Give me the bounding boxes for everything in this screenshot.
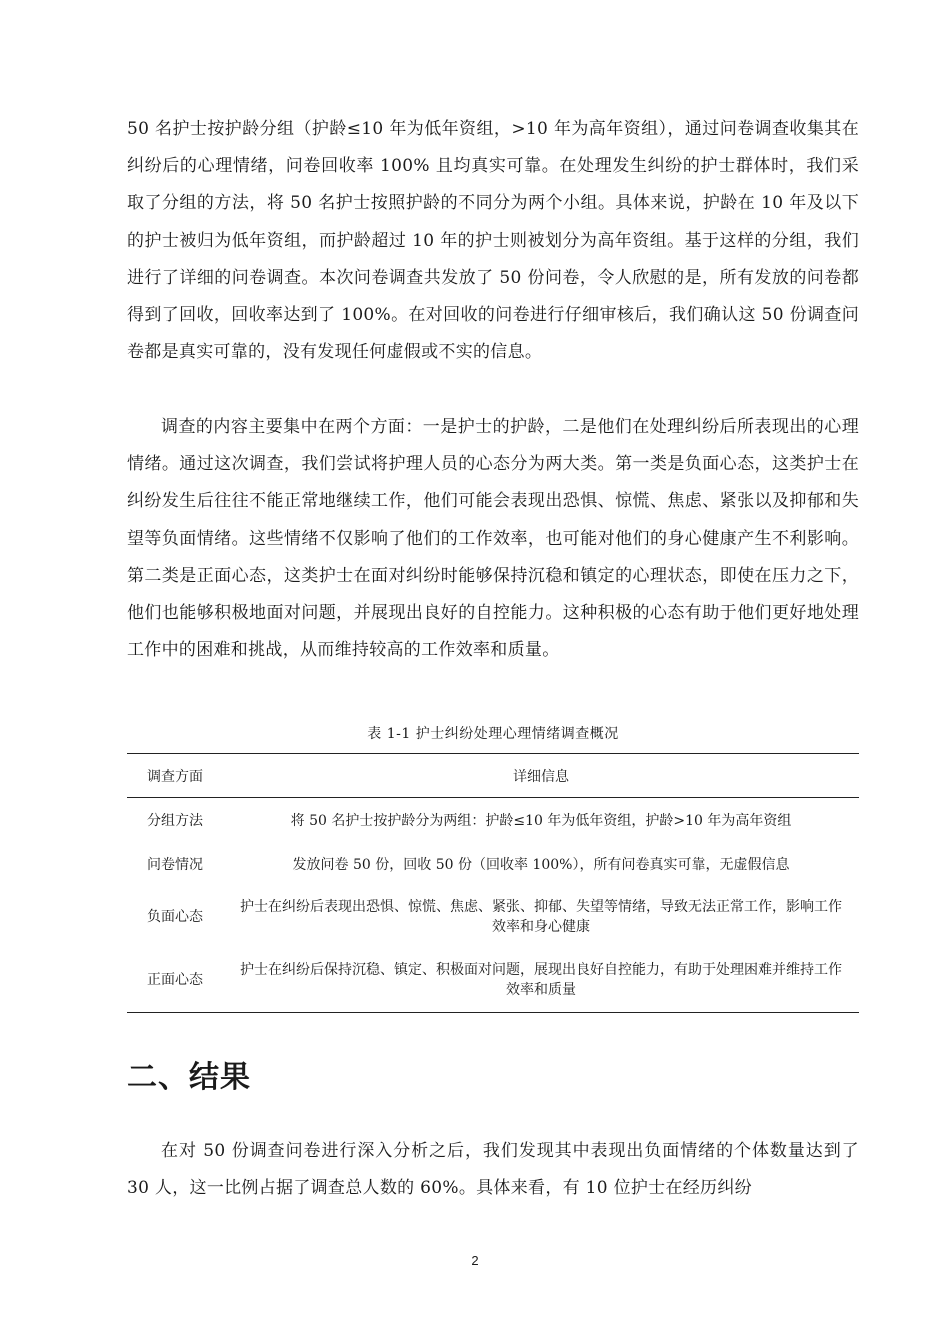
table-cell-detail: 将 50 名护士按护龄分为两组：护龄≤10 年为低年资组，护龄>10 年为高年资组 [290, 813, 792, 829]
table-row [127, 948, 859, 1013]
table-header-detail: 详细信息 [513, 768, 569, 785]
survey-summary-table [127, 753, 859, 1013]
table-cell-detail: 护士在纠纷后表现出恐惧、惊慌、焦虑、紧张、抑郁、失望等情绪，导致无法正常工作，影响工作效率和身心健康 [240, 898, 842, 935]
table-cell-aspect: 正面心态 [147, 972, 203, 988]
paragraph-grouping-method: 50 名护士按护龄分组（护龄≤10 年为低年资组，>10 年为高年资组），通过问卷调查收集其在纠纷后的心理情绪，问卷回收率 100% 且均真实可靠。在处理发生纠纷的护士群体时，我们采取了分组的方法，将 50 名护士按照护龄的不同分为两个小组。具体来说，护龄在 10 年及以下的护士被归为低年资组，而护龄超过 10 年的护士则被划分为高年资组。基于这样的分组，我们进行了详细的问卷调查。本次问卷调查共发放了 50 份问卷，令人欣慰的是，所有发放的问卷都得到了回收，回收率达到了 100%。在对回收的问卷进行仔细审核后，我们确认这 50 份调查问卷都是真实可靠的，没有发现任何虚假或不实的信息。 [127, 119, 859, 363]
table-cell-detail: 发放问卷 50 份，回收 50 份（回收率 100%），所有问卷真实可靠，无虚假信息 [292, 856, 790, 873]
page-number: 2 [471, 1253, 479, 1268]
paragraph-results: 在对 50 份调查问卷进行深入分析之后，我们发现其中表现出负面情绪的个体数量达到了 30 人，这一比例占据了调查总人数的 60%。具体来看，有 10 位护士在经历纠纷 [127, 1141, 859, 1199]
table-row [127, 844, 859, 885]
table-caption: 表 1-1 护士纠纷处理心理情绪调查概况 [367, 726, 619, 742]
table-cell-aspect: 分组方法 [147, 813, 203, 829]
table-row [127, 798, 859, 845]
table-row [127, 885, 859, 948]
table-header-aspect: 调查方面 [147, 768, 203, 785]
paragraph-survey-content: 调查的内容主要集中在两个方面：一是护士的护龄，二是他们在处理纠纷后所表现出的心理情绪。通过这次调查，我们尝试将护理人员的心态分为两大类。第一类是负面心态，这类护士在纠纷发生后往往不能正常地继续工作，他们可能会表现出恐惧、惊慌、焦虑、紧张以及抑郁和失望等负面情绪。这些情绪不仅影响了他们的工作效率，也可能对他们的身心健康产生不利影响。第二类是正面心态，这类护士在面对纠纷时能够保持沉稳和镇定的心理状态，即使在压力之下，他们也能够积极地面对问题，并展现出良好的自控能力。这种积极的心态有助于他们更好地处理工作中的困难和挑战，从而维持较高的工作效率和质量。 [127, 417, 859, 661]
section-heading-results: 二、结果 [127, 1060, 251, 1095]
table-cell-aspect: 负面心态 [147, 908, 203, 925]
table-header-row [127, 754, 859, 798]
table-cell-detail: 护士在纠纷后保持沉稳、镇定、积极面对问题，展现出良好自控能力，有助于处理困难并维持工作效率和质量 [240, 962, 842, 998]
table-cell-aspect: 问卷情况 [147, 856, 203, 873]
